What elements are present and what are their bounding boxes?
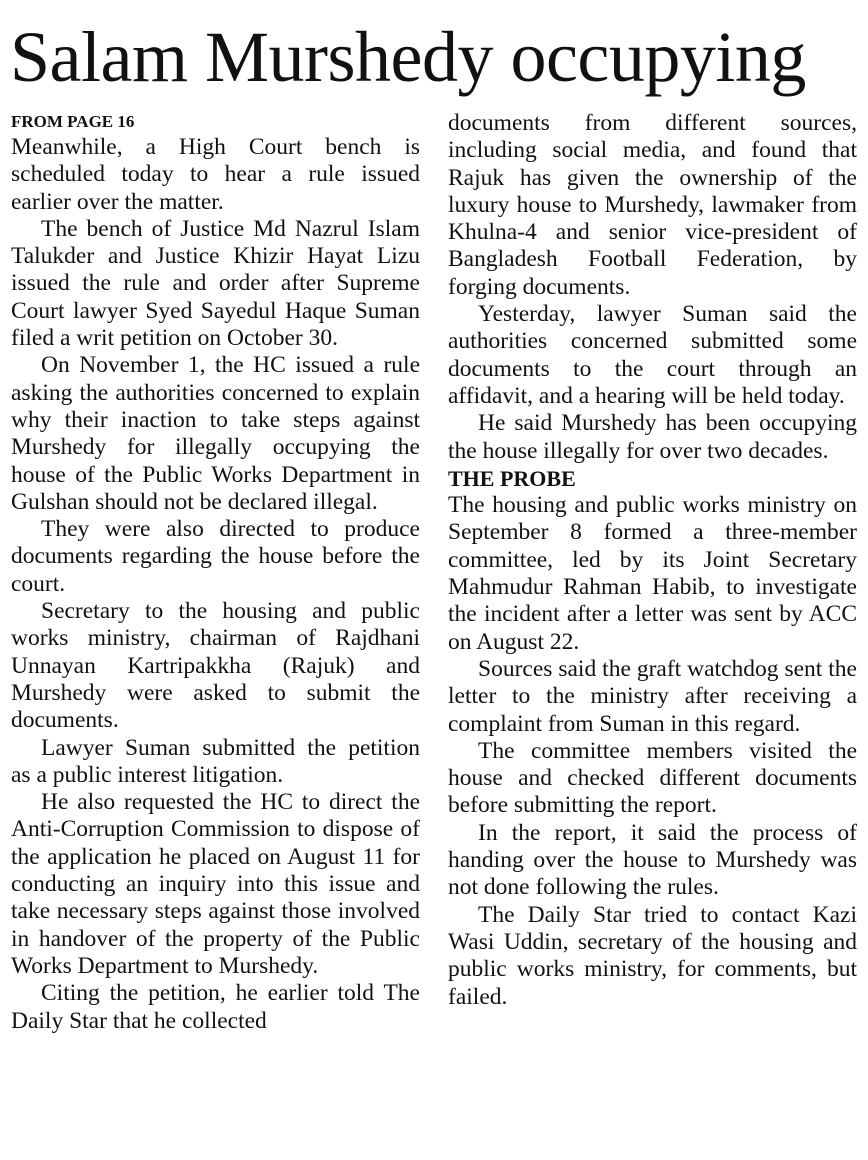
paragraph: He also requested the HC to direct the Anti-Corruption Commission to dispose of the application he placed on August 11 for conducting an inquiry into this issue and take necessary steps against those involved in handover of the property of the Public Works Department to Murshedy. bbox=[11, 789, 420, 979]
right-column bbox=[448, 110, 857, 1011]
left-column bbox=[11, 110, 420, 1035]
paragraph: documents from different sources, including social media, and found that Rajuk has given the ownership of the luxury house to Murshedy, lawmaker from Khulna-4 and senior vice-president of Bangladesh Football Federation, by forging documents. bbox=[448, 110, 857, 300]
paragraph: The committee members visited the house and checked different documents before submitting the report. bbox=[448, 737, 857, 819]
paragraph: Lawyer Suman submitted the petition as a public interest litigation. bbox=[11, 734, 420, 788]
paragraph: He said Murshedy has been occupying the house illegally for over two decades. bbox=[448, 410, 857, 464]
paragraph: The housing and public works ministry on September 8 formed a three-member committee, led by its Joint Secretary Mahmudur Rahman Habib, to investigate the incident after a letter was sent by ACC on August 22. bbox=[448, 492, 857, 655]
paragraph: Yesterday, lawyer Suman said the authorities concerned submitted some documents to the court through an affidavit, and a hearing will be held today. bbox=[448, 301, 857, 409]
paragraph: The bench of Justice Md Nazrul Islam Talukder and Justice Khizir Hayat Lizu issued the rule and order after Supreme Court lawyer Syed Sayedul Haque Suman filed a writ petition on October 30. bbox=[11, 215, 420, 352]
paragraph: The Daily Star tried to contact Kazi Wasi Uddin, secretary of the housing and public works ministry, for comments, but failed. bbox=[448, 901, 857, 1010]
paragraph: Meanwhile, a High Court bench is scheduled today to hear a rule issued earlier over the matter. bbox=[11, 134, 420, 215]
paragraph: On November 1, the HC issued a rule asking the authorities concerned to explain why their inaction to take steps against Murshedy for illegally occupying the house of the Public Works Department in Gulshan should not be declared illegal. bbox=[11, 352, 420, 515]
paragraph: Secretary to the housing and public works ministry, chairman of Rajdhani Unnayan Kartripakkha (Rajuk) and Murshedy were asked to submit the documents. bbox=[11, 598, 420, 734]
headline: Salam Murshedy occupying bbox=[10, 17, 806, 97]
paragraph: In the report, it said the process of handing over the house to Murshedy was not done following the rules. bbox=[448, 819, 857, 901]
paragraph: Sources said the graft watchdog sent the letter to the ministry after receiving a complaint from Suman in this regard. bbox=[448, 655, 857, 737]
paragraph: Citing the petition, he earlier told The Daily Star that he collected bbox=[11, 980, 420, 1034]
jump-label: FROM PAGE 16 bbox=[11, 112, 135, 131]
section-subhead: THE PROBE bbox=[448, 465, 576, 491]
paragraph: They were also directed to produce documents regarding the house before the court. bbox=[11, 516, 420, 597]
